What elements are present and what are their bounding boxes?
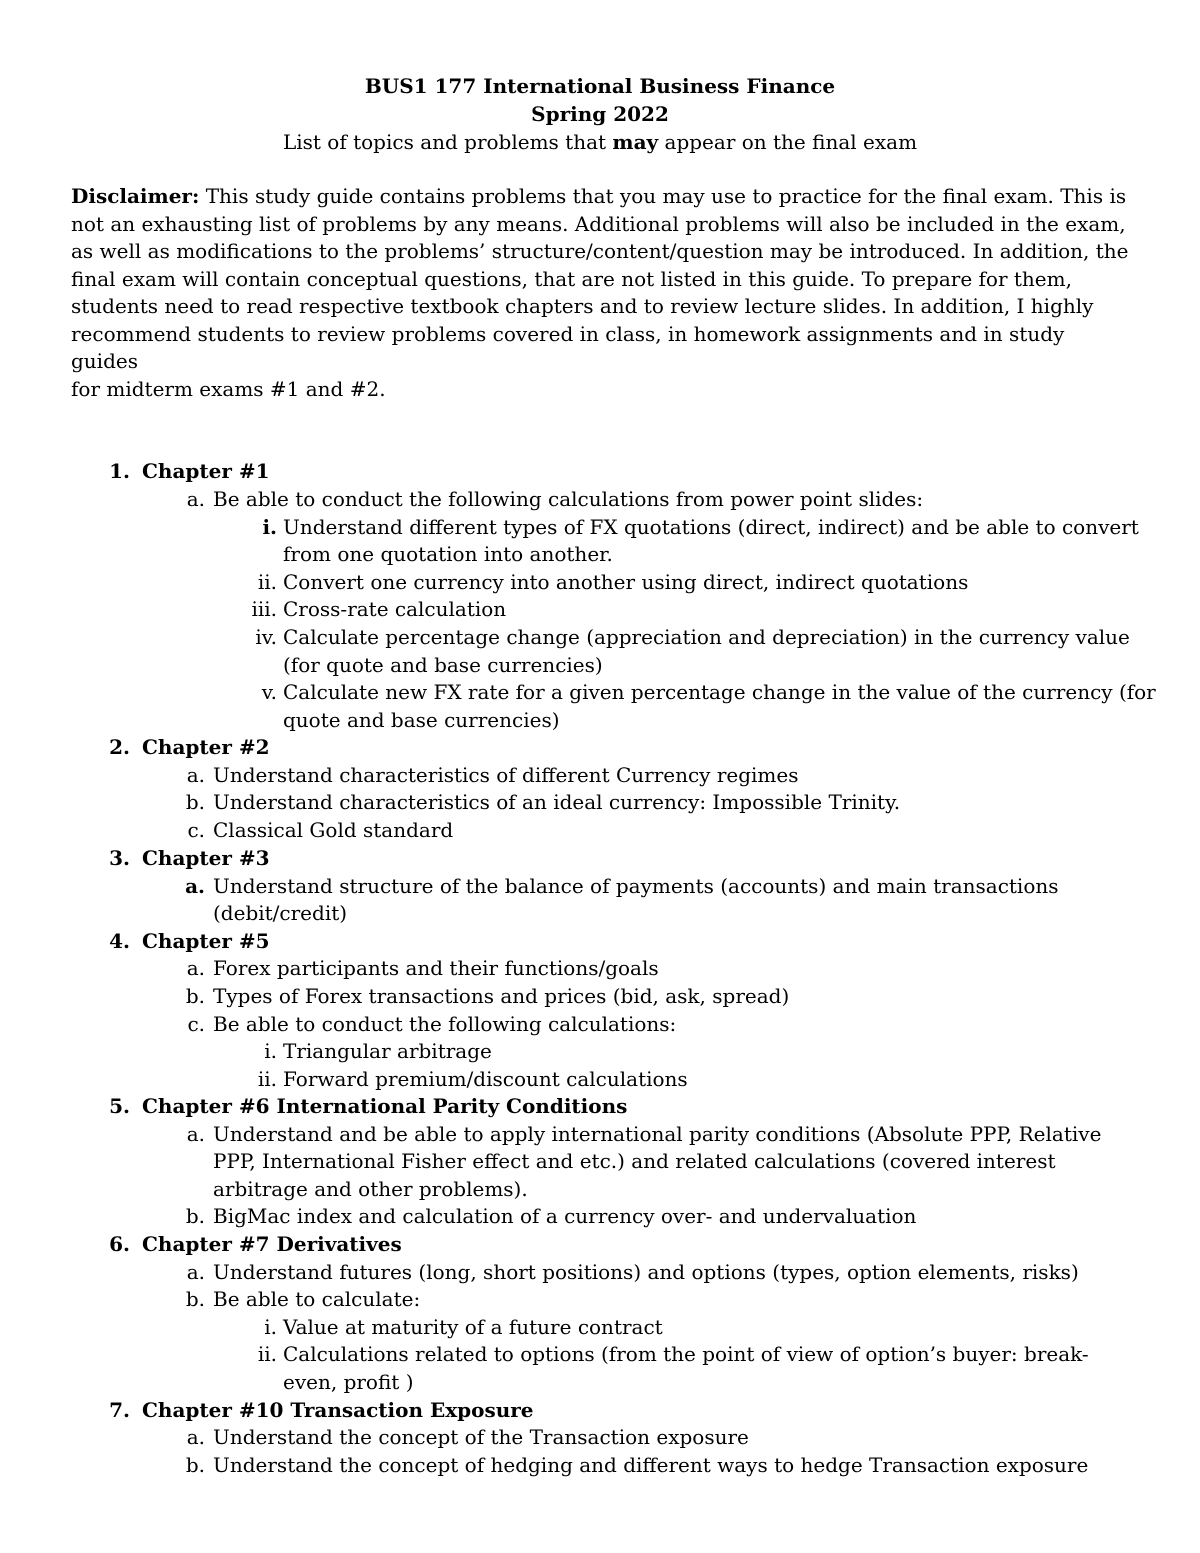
subtitle-text-end: appear on the final exam bbox=[658, 130, 918, 154]
subtopic-continuation: arbitrage and other problems). bbox=[213, 1177, 528, 1201]
topic-number: 1. bbox=[109, 459, 130, 483]
topic-chapter-2 bbox=[109, 734, 270, 762]
disclaimer-paragraph bbox=[71, 183, 1131, 403]
topic-chapter-7 bbox=[109, 1231, 402, 1259]
disclaimer-line: not an exhausting list of problems by any means. Additional problems will also be included in the exam, bbox=[71, 211, 1126, 236]
disclaimer-line: Disclaimer: This study guide contains problems that you may use to practice for the final exam. This is bbox=[71, 184, 1127, 208]
sub-subtopic-item: iv. Calculate percentage change (appreciation and depreciation) in the currency value bbox=[283, 624, 1130, 652]
topic-number: 3. bbox=[109, 846, 130, 870]
sub-subtopic-item: ii. Convert one currency into another using direct, indirect quotations bbox=[283, 569, 968, 597]
subtopic-item: a. Understand structure of the balance of payments (accounts) and main transactions bbox=[213, 873, 1059, 901]
sub-subtopic-marker: iii. bbox=[251, 597, 277, 621]
subtopic-item: a. Understand futures (long, short positions) and options (types, option elements, risks) bbox=[213, 1259, 1079, 1287]
topic-title: Chapter #6 International Parity Conditions bbox=[142, 1094, 628, 1118]
subtopic-marker: b. bbox=[185, 984, 205, 1008]
sub-subtopic-item: i. Triangular arbitrage bbox=[283, 1038, 492, 1066]
sub-subtopic-item: i. Understand different types of FX quotations (direct, indirect) and be able to convert bbox=[283, 514, 1139, 542]
sub-subtopic-item: ii. Forward premium/discount calculations bbox=[283, 1066, 688, 1094]
subtopic-marker: a. bbox=[185, 874, 205, 898]
subtopic-marker: a. bbox=[186, 487, 205, 511]
subtopic-marker: a. bbox=[186, 1425, 205, 1449]
topic-title: Chapter #10 Transaction Exposure bbox=[142, 1398, 534, 1422]
disclaimer-line: final exam will contain conceptual questions, that are not listed in this guide. To prepare for them, bbox=[71, 266, 1072, 291]
disclaimer-line: as well as modifications to the problems’ structure/content/question may be introduced. In addition, the bbox=[71, 239, 1129, 263]
topic-chapter-3 bbox=[109, 845, 270, 873]
disclaimer-line: students need to read respective textbook chapters and to review lecture slides. In addition, I highly bbox=[71, 294, 1094, 318]
subtopic-item: c. Classical Gold standard bbox=[213, 817, 453, 845]
sub-subtopic-marker: i. bbox=[262, 515, 277, 539]
subtitle-emphasis: may bbox=[612, 130, 659, 154]
topic-title: Chapter #2 bbox=[142, 735, 270, 759]
sub-subtopic-continuation: quote and base currencies) bbox=[283, 708, 560, 732]
sub-subtopic-marker: i. bbox=[264, 1039, 277, 1063]
sub-subtopic-continuation: from one quotation into another. bbox=[283, 542, 613, 566]
subtopic-marker: b. bbox=[185, 1287, 205, 1311]
subtopic-marker: c. bbox=[187, 1012, 205, 1036]
course-term: Spring 2022 bbox=[531, 102, 669, 126]
topic-number: 4. bbox=[109, 929, 130, 953]
sub-subtopic-marker: i. bbox=[264, 1315, 277, 1339]
sub-subtopic-continuation: even, profit ) bbox=[283, 1370, 414, 1394]
disclaimer-label: Disclaimer: bbox=[71, 184, 200, 208]
subtopic-marker: a. bbox=[186, 1122, 205, 1146]
subtopic-marker: a. bbox=[186, 1260, 205, 1284]
topic-chapter-10 bbox=[109, 1397, 534, 1425]
sub-subtopic-marker: v. bbox=[261, 680, 277, 704]
topic-number: 6. bbox=[109, 1232, 130, 1256]
subtopic-item: b. Understand characteristics of an ideal currency: Impossible Trinity. bbox=[213, 789, 900, 817]
document-subtitle bbox=[0, 129, 1200, 156]
subtopic-marker: b. bbox=[185, 1453, 205, 1477]
sub-subtopic-item: v. Calculate new FX rate for a given percentage change in the value of the currency (for bbox=[283, 679, 1156, 707]
subtopic-item: b. Types of Forex transactions and prices (bid, ask, spread) bbox=[213, 983, 789, 1011]
subtopic-marker: b. bbox=[185, 1204, 205, 1228]
sub-subtopic-marker: iv. bbox=[255, 625, 277, 649]
subtopic-marker: c. bbox=[187, 818, 205, 842]
subtopic-item: b. Be able to calculate: bbox=[213, 1286, 420, 1314]
subtopic-item: c. Be able to conduct the following calculations: bbox=[213, 1011, 676, 1039]
subtopic-item: a. Understand characteristics of different Currency regimes bbox=[213, 762, 799, 790]
subtopic-item: a. Forex participants and their functions/goals bbox=[213, 955, 659, 983]
sub-subtopic-item: iii. Cross-rate calculation bbox=[283, 596, 506, 624]
subtopic-item: a. Understand and be able to apply international parity conditions (Absolute PPP, Relative bbox=[213, 1121, 1101, 1149]
topic-title: Chapter #3 bbox=[142, 846, 270, 870]
sub-subtopic-marker: ii. bbox=[257, 570, 277, 594]
topic-number: 5. bbox=[109, 1094, 130, 1118]
sub-subtopic-continuation: (for quote and base currencies) bbox=[283, 653, 603, 677]
subtopic-item: a. Be able to conduct the following calculations from power point slides: bbox=[213, 486, 923, 514]
sub-subtopic-item: ii. Calculations related to options (from the point of view of option’s buyer: break- bbox=[283, 1341, 1089, 1369]
topic-chapter-5 bbox=[109, 928, 270, 956]
subtopic-marker: b. bbox=[185, 790, 205, 814]
topic-title: Chapter #5 bbox=[142, 929, 270, 953]
subtopic-item: b. BigMac index and calculation of a currency over- and undervaluation bbox=[213, 1203, 916, 1231]
disclaimer-line: for midterm exams #1 and #2. bbox=[71, 376, 386, 401]
subtopic-continuation: PPP, International Fisher effect and etc.) and related calculations (covered interest bbox=[213, 1149, 1056, 1173]
disclaimer-line: recommend students to review problems covered in class, in homework assignments and in study guides bbox=[71, 321, 1065, 373]
sub-subtopic-marker: ii. bbox=[257, 1067, 277, 1091]
topic-number: 7. bbox=[109, 1398, 130, 1422]
subtopic-marker: a. bbox=[186, 956, 205, 980]
subtopic-item: a. Understand the concept of the Transaction exposure bbox=[213, 1424, 749, 1452]
sub-subtopic-marker: ii. bbox=[257, 1342, 277, 1366]
topic-title: Chapter #7 Derivatives bbox=[142, 1232, 402, 1256]
subtitle-text-start: List of topics and problems that bbox=[282, 130, 613, 154]
topic-chapter-6 bbox=[109, 1093, 628, 1121]
topic-title: Chapter #1 bbox=[142, 459, 270, 483]
subtopic-item: b. Understand the concept of hedging and different ways to hedge Transaction exposure bbox=[213, 1452, 1088, 1480]
topic-number: 2. bbox=[109, 735, 130, 759]
subtopic-continuation: (debit/credit) bbox=[213, 901, 348, 925]
sub-subtopic-item: i. Value at maturity of a future contract bbox=[283, 1314, 663, 1342]
subtopic-marker: a. bbox=[186, 763, 205, 787]
course-title: BUS1 177 International Business Finance bbox=[364, 74, 836, 98]
topic-chapter-1 bbox=[109, 458, 270, 486]
